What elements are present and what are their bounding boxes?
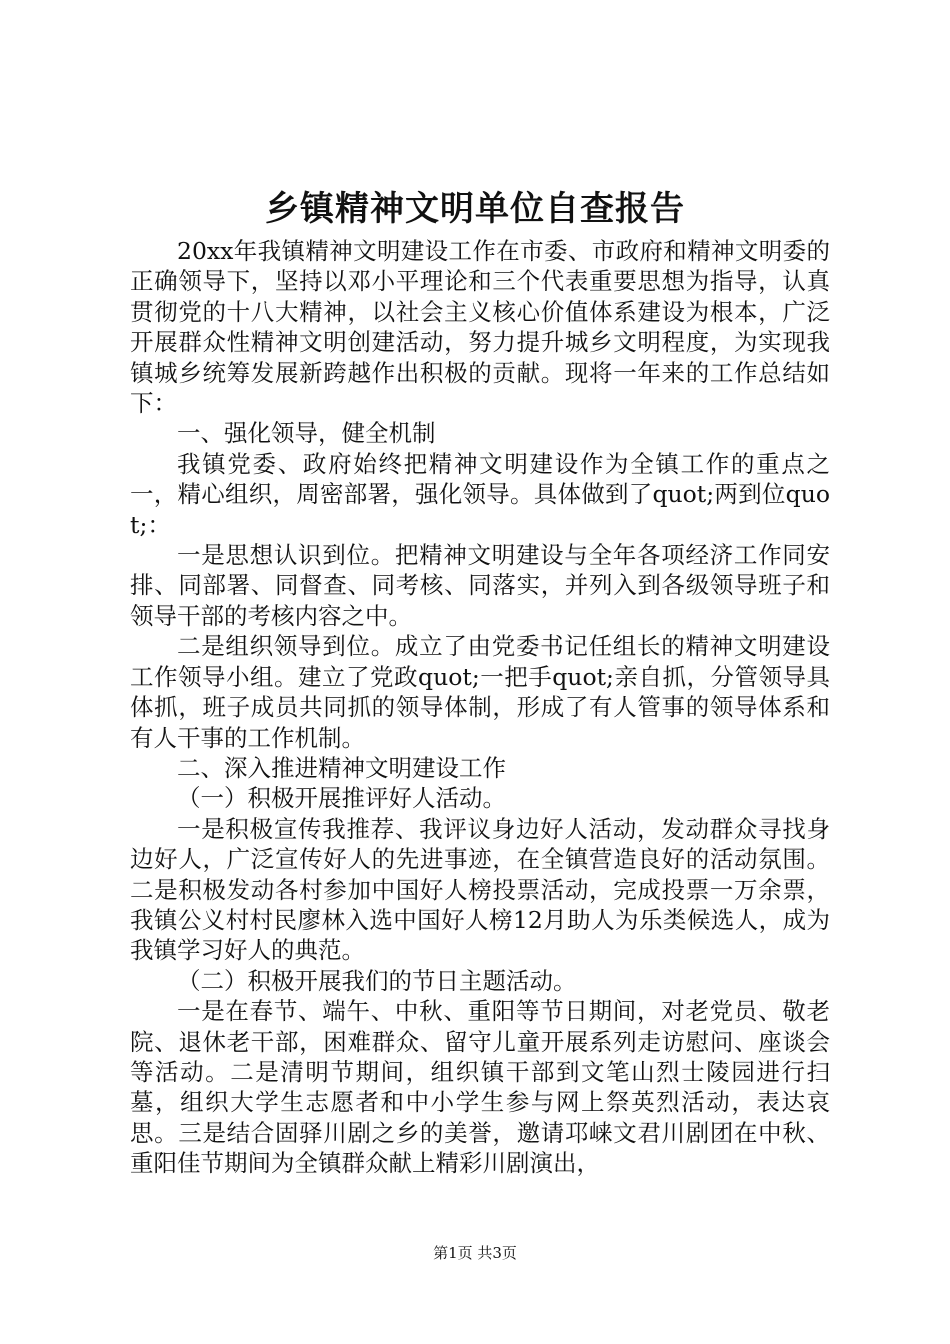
page-footer: 第1页 共3页 [433, 1244, 517, 1262]
section-heading-1: 一、强化领导，健全机制 [177, 419, 436, 448]
paragraph: 一是思想认识到位。把精神文明建设与全年各项经济工作同安排、同部署、同督查、同考核、同落实，并列入到各级领导班子和领导干部的考核内容之中。 [130, 541, 830, 630]
subsection-heading-1: （一）积极开展推评好人活动。 [177, 784, 506, 813]
paragraph: 一是积极宣传我推荐、我评议身边好人活动，发动群众寻找身边好人，广泛宣传好人的先进事迹，在全镇营造良好的活动氛围。二是积极发动各村参加中国好人榜投票活动，完成投票一万余票，我镇公义村村民廖林入选中国好人榜12月助人为乐类候选人，成为我镇学习好人的典范。 [130, 814, 830, 965]
paragraph: 二是组织领导到位。成立了由党委书记任组长的精神文明建设工作领导小组。建立了党政quot;一把手quot;亲自抓，分管领导具体抓，班子成员共同抓的领导体制，形成了有人管事的领导体系和有人干事的工作机制。 [130, 632, 830, 752]
subsection-heading-2: （二）积极开展我们的节日主题活动。 [177, 966, 577, 995]
paragraph: 一是在春节、端午、中秋、重阳等节日期间，对老党员、敬老院、退休老干部，困难群众、留守儿童开展系列走访慰问、座谈会等活动。二是清明节期间，组织镇干部到文笔山烈士陵园进行扫墓，组织大学生志愿者和中小学生参与网上祭英烈活动，表达哀思。三是结合固驿川剧之乡的美誉，邀请邛崃文君川剧团在中秋、重阳佳节期间为全镇群众献上精彩川剧演出， [130, 997, 830, 1178]
section-heading-2: 二、深入推进精神文明建设工作 [177, 753, 506, 782]
paragraph: 我镇党委、政府始终把精神文明建设作为全镇工作的重点之一，精心组织，周密部署，强化领导。具体做到了quot;两到位quot;： [130, 449, 830, 539]
paragraph-intro: 20xx年我镇精神文明建设工作在市委、市政府和精神文明委的正确领导下，坚持以邓小平理论和三个代表重要思想为指导，认真贯彻党的十八大精神，以社会主义核心价值体系建设为根本，广泛开展群众性精神文明创建活动，努力提升城乡文明程度，为实现我镇城乡统筹发展新跨越作出积极的贡献。现将一年来的工作总结如下： [130, 237, 830, 418]
document-body [130, 236, 830, 1179]
document-title: 乡镇精神文明单位自查报告 [265, 189, 685, 229]
